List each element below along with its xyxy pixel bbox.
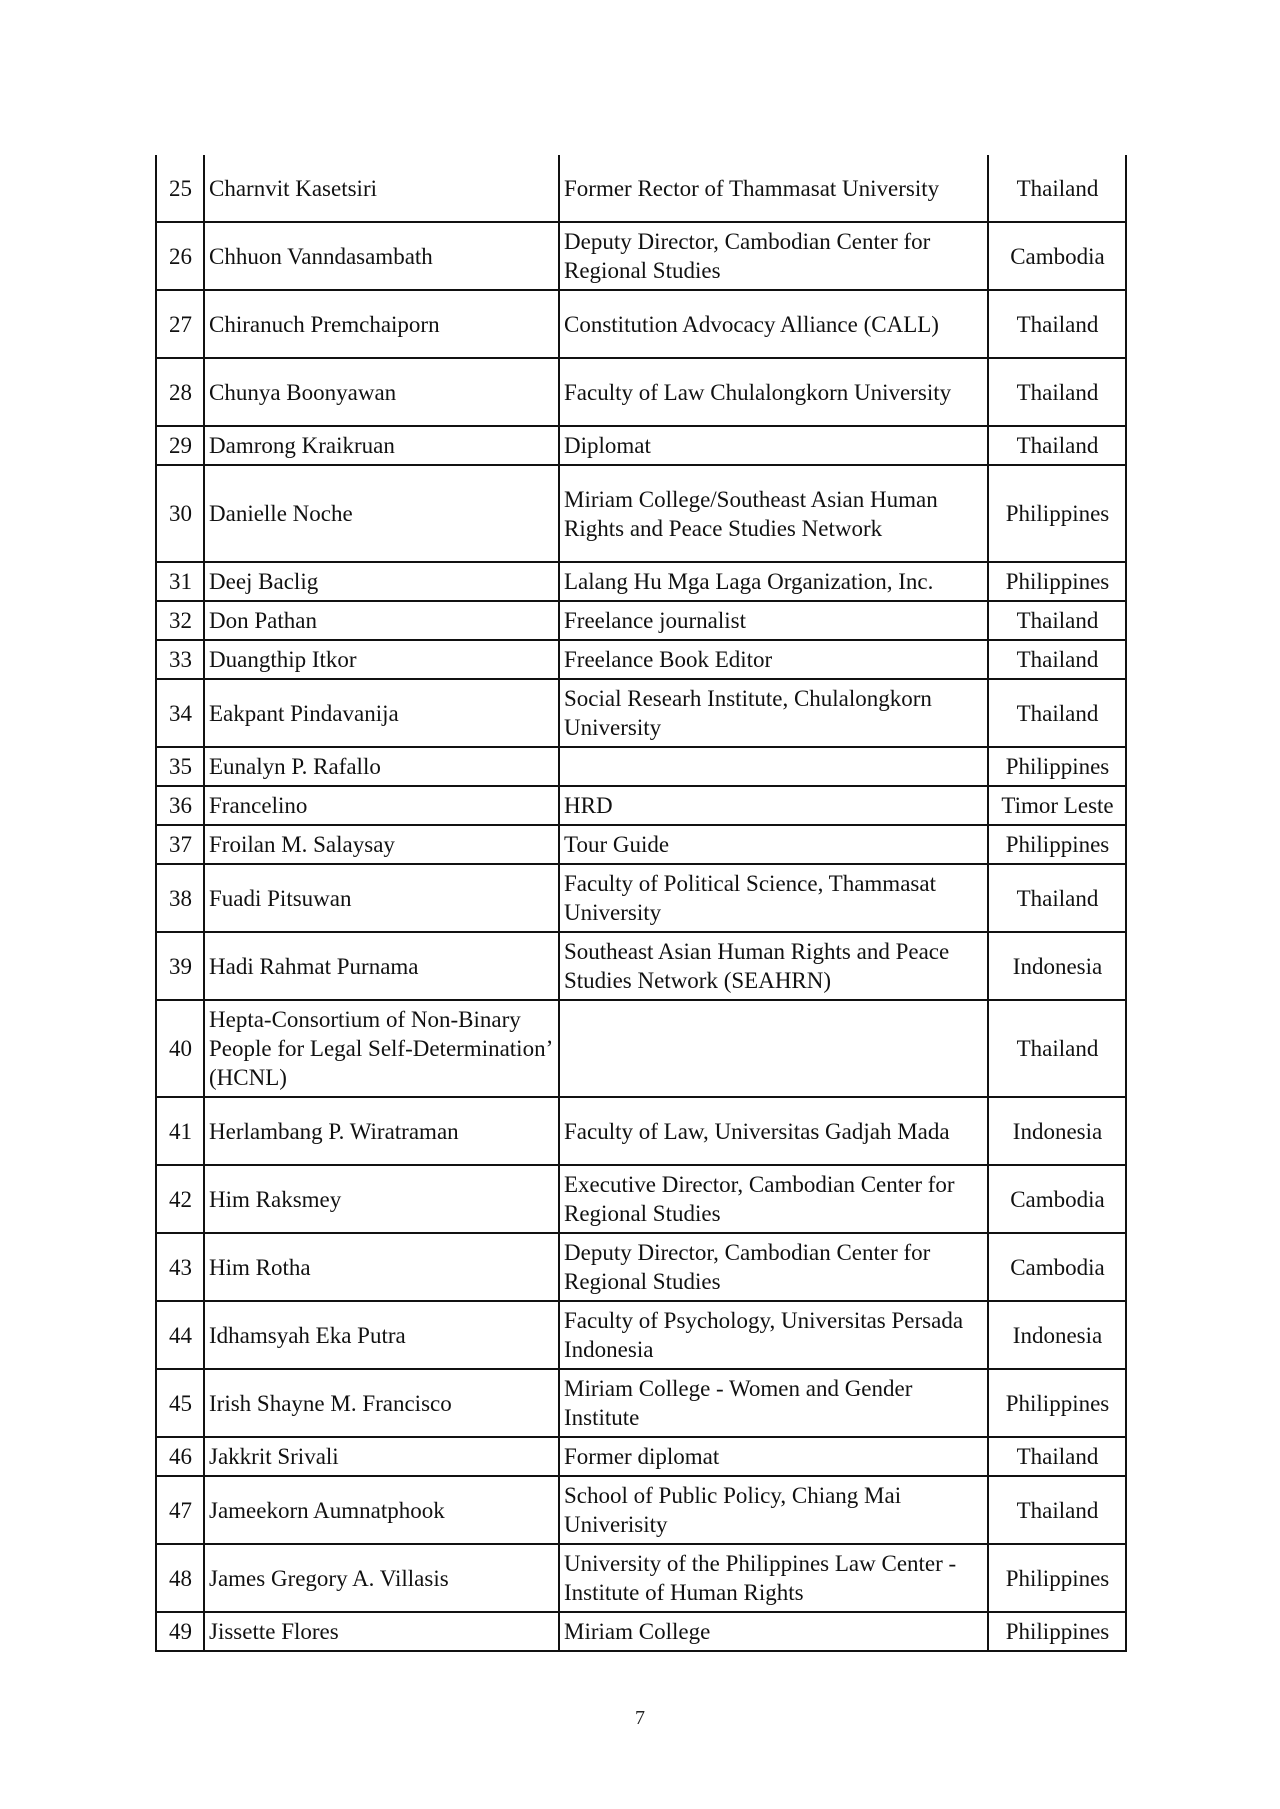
- table-row: [156, 222, 1126, 290]
- affiliation-cell: Diplomat: [559, 426, 988, 465]
- participant-name-cell: Hadi Rahmat Purnama: [204, 932, 559, 1000]
- affiliation-cell: Constitution Advocacy Alliance (CALL): [559, 290, 988, 358]
- row-number-cell: 34: [156, 679, 204, 747]
- table-row: [156, 1544, 1126, 1612]
- affiliation-cell: Faculty of Political Science, Thammasat University: [559, 864, 988, 932]
- country-cell: Philippines: [988, 825, 1126, 864]
- country-cell: Philippines: [988, 1369, 1126, 1437]
- table-row: [156, 465, 1126, 562]
- affiliation-cell: Faculty of Law, Universitas Gadjah Mada: [559, 1097, 988, 1165]
- row-number-cell: 29: [156, 426, 204, 465]
- country-cell: Cambodia: [988, 222, 1126, 290]
- affiliation-cell: Miriam College: [559, 1612, 988, 1651]
- country-cell: Thailand: [988, 426, 1126, 465]
- table-row: [156, 786, 1126, 825]
- participant-name-cell: Jameekorn Aumnatphook: [204, 1476, 559, 1544]
- affiliation-cell: Deputy Director, Cambodian Center for Regional Studies: [559, 1233, 988, 1301]
- affiliation-cell: Southeast Asian Human Rights and Peace Studies Network (SEAHRN): [559, 932, 988, 1000]
- table-row: [156, 290, 1126, 358]
- participant-name-cell: Chunya Boonyawan: [204, 358, 559, 426]
- participant-name-cell: Chhuon Vanndasambath: [204, 222, 559, 290]
- table-row: [156, 1612, 1126, 1651]
- country-cell: Thailand: [988, 601, 1126, 640]
- row-number-cell: 40: [156, 1000, 204, 1097]
- country-cell: Indonesia: [988, 1097, 1126, 1165]
- participant-name-cell: Him Rotha: [204, 1233, 559, 1301]
- country-cell: Philippines: [988, 562, 1126, 601]
- affiliation-cell: Lalang Hu Mga Laga Organization, Inc.: [559, 562, 988, 601]
- participant-name-cell: Jissette Flores: [204, 1612, 559, 1651]
- participant-name-cell: Froilan M. Salaysay: [204, 825, 559, 864]
- row-number-cell: 31: [156, 562, 204, 601]
- country-cell: Indonesia: [988, 1301, 1126, 1369]
- participant-name-cell: Deej Baclig: [204, 562, 559, 601]
- table-row: [156, 679, 1126, 747]
- table-row: [156, 1097, 1126, 1165]
- row-number-cell: 44: [156, 1301, 204, 1369]
- participant-name-cell: Hepta-Consortium of Non-Binary People for Legal Self-Determination’ (HCNL): [204, 1000, 559, 1097]
- table-row: [156, 1437, 1126, 1476]
- affiliation-cell: Miriam College/Southeast Asian Human Rights and Peace Studies Network: [559, 465, 988, 562]
- affiliation-cell: Former Rector of Thammasat University: [559, 155, 988, 222]
- table-row: [156, 1369, 1126, 1437]
- affiliation-cell: School of Public Policy, Chiang Mai Univerisity: [559, 1476, 988, 1544]
- participant-name-cell: Idhamsyah Eka Putra: [204, 1301, 559, 1369]
- table-row: [156, 562, 1126, 601]
- row-number-cell: 36: [156, 786, 204, 825]
- country-cell: Thailand: [988, 679, 1126, 747]
- country-cell: Philippines: [988, 1544, 1126, 1612]
- country-cell: Thailand: [988, 640, 1126, 679]
- table-row: [156, 1000, 1126, 1097]
- row-number-cell: 38: [156, 864, 204, 932]
- table-row: [156, 601, 1126, 640]
- participant-name-cell: Fuadi Pitsuwan: [204, 864, 559, 932]
- row-number-cell: 45: [156, 1369, 204, 1437]
- table-row: [156, 1165, 1126, 1233]
- participant-name-cell: Duangthip Itkor: [204, 640, 559, 679]
- participant-name-cell: James Gregory A. Villasis: [204, 1544, 559, 1612]
- country-cell: Philippines: [988, 465, 1126, 562]
- row-number-cell: 26: [156, 222, 204, 290]
- row-number-cell: 37: [156, 825, 204, 864]
- table-row: [156, 155, 1126, 222]
- affiliation-cell: HRD: [559, 786, 988, 825]
- participant-name-cell: Damrong Kraikruan: [204, 426, 559, 465]
- country-cell: Philippines: [988, 747, 1126, 786]
- affiliation-cell: Executive Director, Cambodian Center for Regional Studies: [559, 1165, 988, 1233]
- participant-name-cell: Eakpant Pindavanija: [204, 679, 559, 747]
- participants-table-body: [156, 155, 1126, 1651]
- participant-name-cell: Jakkrit Srivali: [204, 1437, 559, 1476]
- participant-name-cell: Eunalyn P. Rafallo: [204, 747, 559, 786]
- participant-name-cell: Charnvit Kasetsiri: [204, 155, 559, 222]
- participants-table: [155, 155, 1127, 1652]
- participant-name-cell: Him Raksmey: [204, 1165, 559, 1233]
- country-cell: Thailand: [988, 290, 1126, 358]
- participant-name-cell: Irish Shayne M. Francisco: [204, 1369, 559, 1437]
- row-number-cell: 39: [156, 932, 204, 1000]
- country-cell: Cambodia: [988, 1165, 1126, 1233]
- row-number-cell: 41: [156, 1097, 204, 1165]
- table-row: [156, 747, 1126, 786]
- country-cell: Cambodia: [988, 1233, 1126, 1301]
- table-row: [156, 1476, 1126, 1544]
- row-number-cell: 49: [156, 1612, 204, 1651]
- country-cell: Thailand: [988, 1000, 1126, 1097]
- row-number-cell: 30: [156, 465, 204, 562]
- row-number-cell: 35: [156, 747, 204, 786]
- row-number-cell: 28: [156, 358, 204, 426]
- country-cell: Thailand: [988, 1476, 1126, 1544]
- country-cell: Thailand: [988, 358, 1126, 426]
- affiliation-cell: University of the Philippines Law Center - Institute of Human Rights: [559, 1544, 988, 1612]
- row-number-cell: 46: [156, 1437, 204, 1476]
- country-cell: Timor Leste: [988, 786, 1126, 825]
- affiliation-cell: Faculty of Law Chulalongkorn University: [559, 358, 988, 426]
- affiliation-cell: Freelance Book Editor: [559, 640, 988, 679]
- affiliation-cell: Social Researh Institute, Chulalongkorn University: [559, 679, 988, 747]
- table-row: [156, 932, 1126, 1000]
- participant-name-cell: Chiranuch Premchaiporn: [204, 290, 559, 358]
- table-row: [156, 1301, 1126, 1369]
- participant-name-cell: Don Pathan: [204, 601, 559, 640]
- table-row: [156, 358, 1126, 426]
- affiliation-cell: Deputy Director, Cambodian Center for Regional Studies: [559, 222, 988, 290]
- affiliation-cell: [559, 747, 988, 786]
- page-number: 7: [635, 1707, 645, 1729]
- affiliation-cell: Tour Guide: [559, 825, 988, 864]
- row-number-cell: 42: [156, 1165, 204, 1233]
- affiliation-cell: Faculty of Psychology, Universitas Persada Indonesia: [559, 1301, 988, 1369]
- country-cell: Indonesia: [988, 932, 1126, 1000]
- country-cell: Thailand: [988, 1437, 1126, 1476]
- country-cell: Thailand: [988, 864, 1126, 932]
- row-number-cell: 43: [156, 1233, 204, 1301]
- row-number-cell: 48: [156, 1544, 204, 1612]
- row-number-cell: 32: [156, 601, 204, 640]
- country-cell: Philippines: [988, 1612, 1126, 1651]
- affiliation-cell: Miriam College - Women and Gender Institute: [559, 1369, 988, 1437]
- participant-name-cell: Danielle Noche: [204, 465, 559, 562]
- affiliation-cell: Former diplomat: [559, 1437, 988, 1476]
- participant-name-cell: Herlambang P. Wiratraman: [204, 1097, 559, 1165]
- table-row: [156, 864, 1126, 932]
- row-number-cell: 33: [156, 640, 204, 679]
- affiliation-cell: [559, 1000, 988, 1097]
- row-number-cell: 25: [156, 155, 204, 222]
- country-cell: Thailand: [988, 155, 1126, 222]
- affiliation-cell: Freelance journalist: [559, 601, 988, 640]
- table-row: [156, 825, 1126, 864]
- row-number-cell: 27: [156, 290, 204, 358]
- table-row: [156, 426, 1126, 465]
- participant-name-cell: Francelino: [204, 786, 559, 825]
- table-row: [156, 640, 1126, 679]
- table-row: [156, 1233, 1126, 1301]
- row-number-cell: 47: [156, 1476, 204, 1544]
